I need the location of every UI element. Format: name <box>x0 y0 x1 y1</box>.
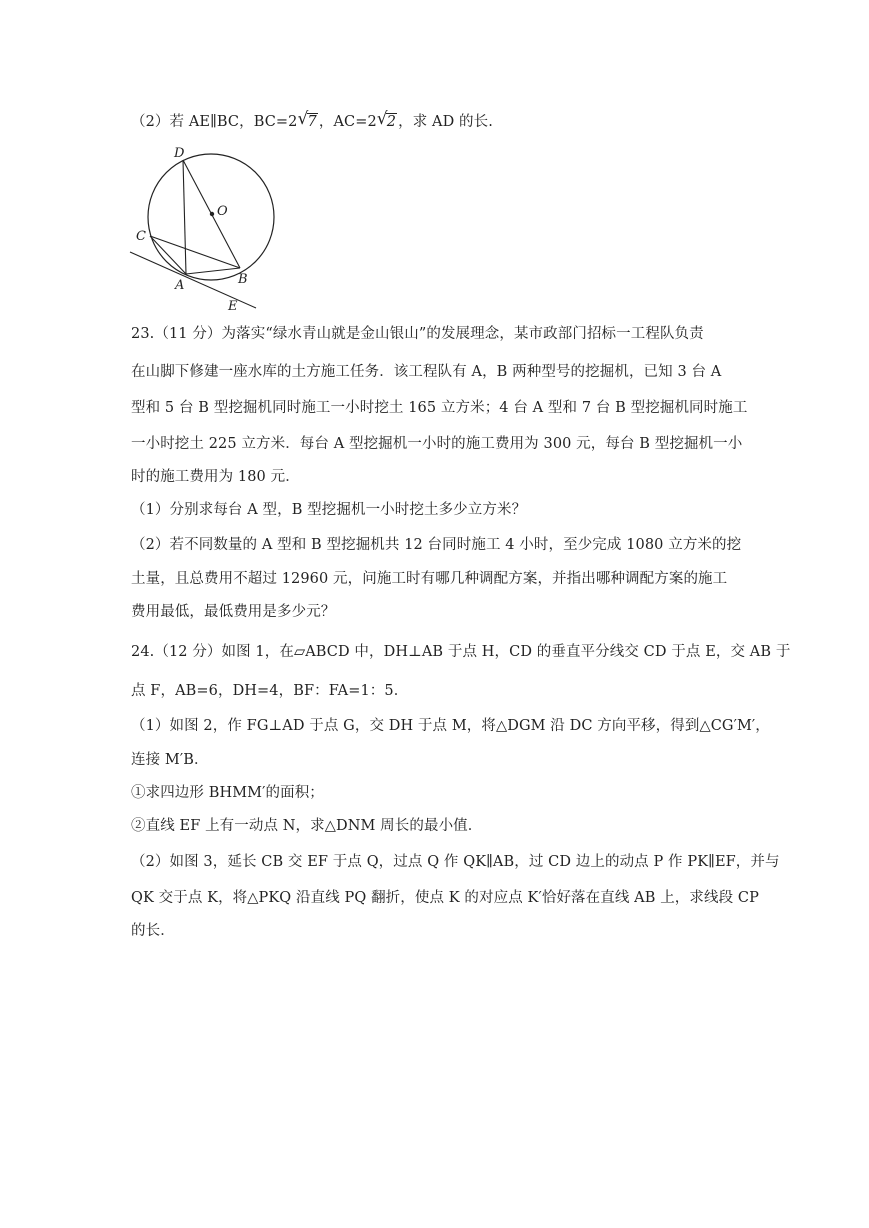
sqrt-symbol: √ 7 <box>297 109 317 130</box>
q24-part1: （1）如图 2，作 FG⊥AD 于点 G，交 DH 于点 M，将△DGM 沿 DC 方向平移，得到△CG′M′， <box>131 718 770 734</box>
q24-part1: 连接 M′B． <box>131 752 209 768</box>
label-e: E <box>228 299 238 314</box>
q22-part2-suffix: ，求 AD 的长. <box>398 114 493 130</box>
q24-line: 24.（12 分）如图 1，在▱ABCD 中，DH⊥AB 于点 H，CD 的垂直平分线交 CD 于点 E，交 AB 于 <box>131 644 791 660</box>
circle-geometry-figure <box>128 142 278 314</box>
segment-ab <box>186 268 240 274</box>
q23-part1: （1）分别求每台 A 型，B 型挖掘机一小时挖土多少立方米？ <box>131 502 527 518</box>
center-point-o <box>210 212 214 216</box>
label-c: C <box>136 229 146 244</box>
label-a: A <box>175 278 185 293</box>
q22-part2 <box>131 109 493 132</box>
circle-o <box>148 154 274 280</box>
q23-part2: 费用最低，最低费用是多少元？ <box>131 604 336 620</box>
q23-line: 一小时挖土 225 立方米．每台 A 型挖掘机一小时的施工费用为 300 元，每台 B 型挖掘机一小 <box>131 436 743 452</box>
segment-cb <box>150 236 240 268</box>
q23-part2: （2）若不同数量的 A 型和 B 型挖掘机共 12 台同时施工 4 小时，至少完成 1080 立方米的挖 <box>131 537 742 553</box>
sqrt-symbol: √ 2 <box>376 109 397 130</box>
q23-line: 型和 5 台 B 型挖掘机同时施工一小时挖土 165 立方米；4 台 A 型和 7 台 B 型挖掘机同时施工 <box>131 400 748 416</box>
q24-part2: QK 交于点 K，将△PKQ 沿直线 PQ 翻折，使点 K 的对应点 K′恰好落在直线 AB 上，求线段 CP <box>131 890 759 906</box>
q22-part2-prefix: （2）若 AE∥BC，BC=2 <box>131 114 298 130</box>
q24-subpart: ①求四边形 BHMM′的面积； <box>131 785 324 801</box>
label-o: O <box>217 204 228 219</box>
q24-part2: 的长． <box>131 923 175 939</box>
q23-part2: 土量，且总费用不超过 12960 元，问施工时有哪几种调配方案，并指出哪种调配方案的施工 <box>131 571 728 587</box>
q24-part2: （2）如图 3，延长 CB 交 EF 于点 Q，过点 Q 作 QK∥AB，过 CD 边上的动点 P 作 PK∥EF，并与 <box>131 854 780 870</box>
q24-subpart: ②直线 EF 上有一动点 N，求△DNM 周长的最小值． <box>131 818 483 834</box>
label-b: B <box>238 272 248 287</box>
q23-line: 时的施工费用为 180 元． <box>131 469 300 485</box>
segment-da <box>183 160 186 274</box>
label-d: D <box>174 146 185 161</box>
q23-line: 23.（11 分）为落实“绿水青山就是金山银山”的发展理念，某市政部门招标一工程队负责 <box>131 326 704 342</box>
bc-radicand: 7 <box>307 114 317 130</box>
ac-radicand: 2 <box>386 114 397 130</box>
q24-line: 点 F，AB=6，DH=4，BF：FA=1：5． <box>131 683 409 699</box>
q23-line: 在山脚下修建一座水库的土方施工任务．该工程队有 A，B 两种型号的挖掘机，已知 3 台 A <box>131 364 722 380</box>
q22-part2-mid: ，AC=2 <box>318 114 377 130</box>
